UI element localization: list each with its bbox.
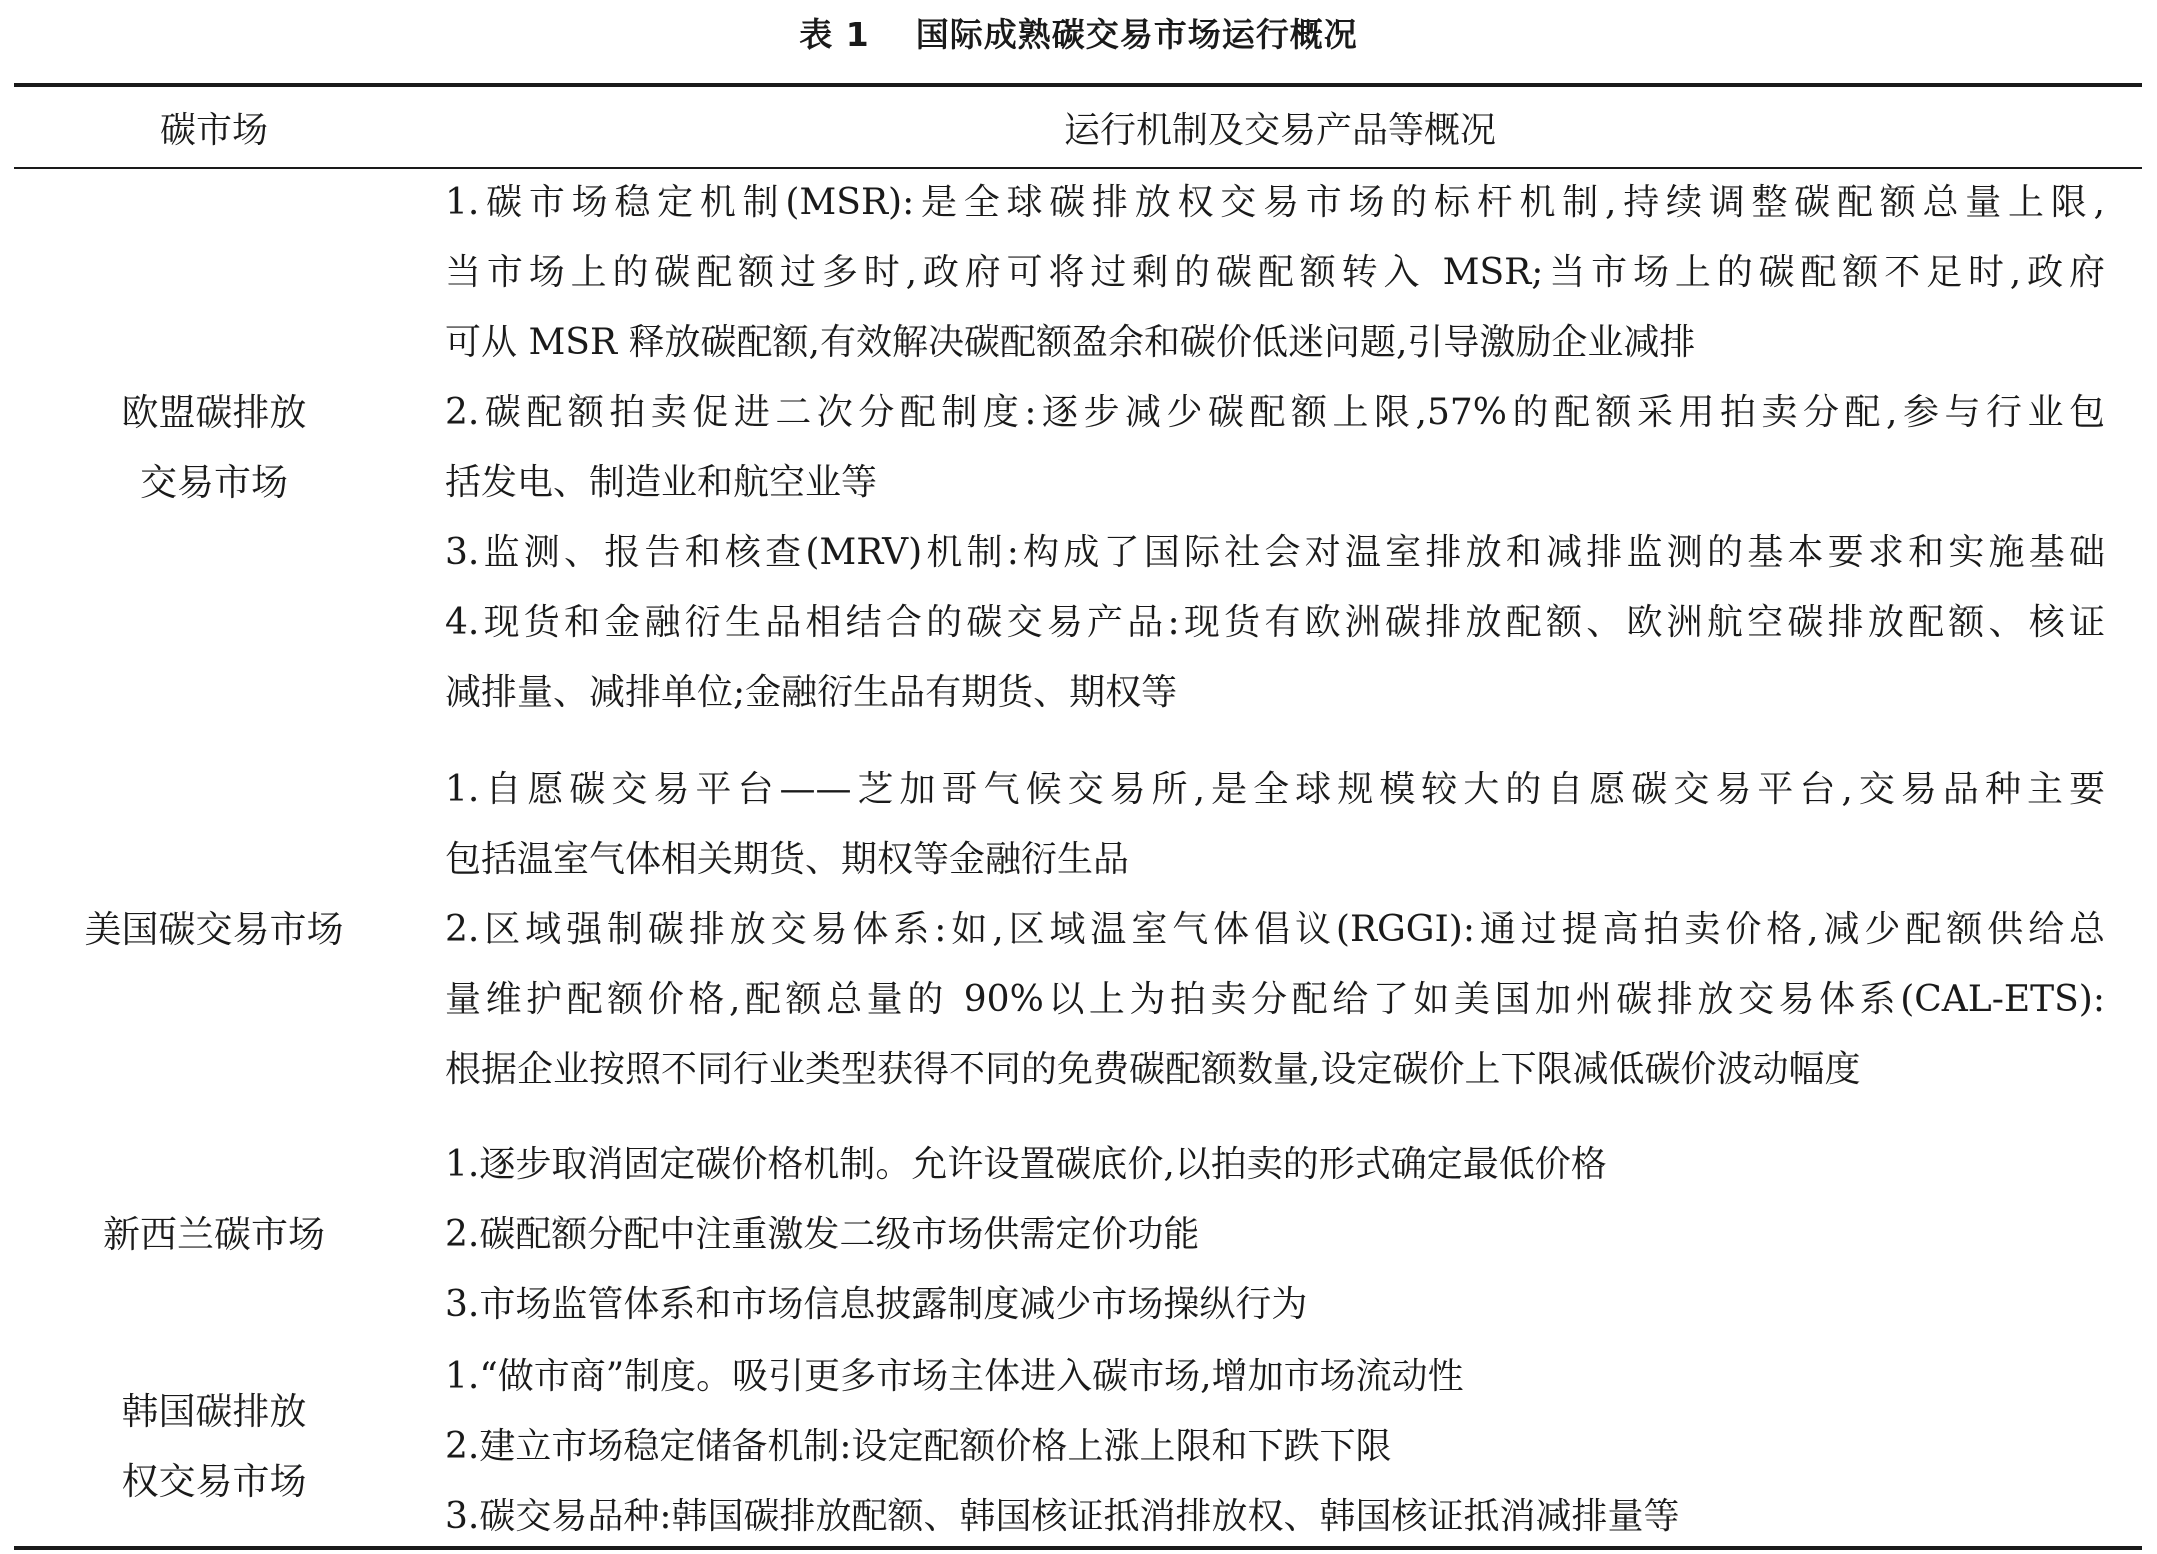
market-name-line: 新西兰碳市场: [103, 1213, 325, 1256]
detail-line: 2.区域强制碳排放交易体系:如,区域温室气体倡议(RGGI):通过提高拍卖价格,减少配额供给总: [445, 909, 2105, 950]
market-cell-us: [14, 755, 414, 1105]
details-cell-eu: [445, 168, 2105, 728]
detail-line: 减排量、减排单位;金融衍生品有期货、期权等: [445, 672, 1178, 713]
detail-line: 2.建立市场稳定储备机制:设定配额价格上涨上限和下跌下限: [445, 1426, 1392, 1467]
market-name-line: 权交易市场: [121, 1460, 307, 1503]
detail-line: 括发电、制造业和航空业等: [445, 462, 878, 503]
bottom-rule: [14, 1546, 2142, 1550]
detail-line: 当市场上的碳配额过多时,政府可将过剩的碳配额转入 MSR;当市场上的碳配额不足时,政府: [445, 252, 2105, 293]
detail-line: 1.自愿碳交易平台——芝加哥气候交易所,是全球规模较大的自愿碳交易平台,交易品种主要: [445, 769, 2105, 810]
details-cell-nz: [445, 1130, 2105, 1340]
detail-line: 1.“做市商”制度。吸引更多市场主体进入碳市场,增加市场流动性: [445, 1356, 1464, 1397]
detail-line: 2.碳配额分配中注重激发二级市场供需定价功能: [445, 1214, 1200, 1255]
table-number: 表 1: [799, 15, 870, 54]
market-name-line: 美国碳交易市场: [84, 908, 344, 951]
market-name-line: 欧盟碳排放: [121, 391, 307, 434]
market-name-line: 韩国碳排放: [121, 1390, 307, 1433]
detail-line: 2.碳配额拍卖促进二次分配制度:逐步减少碳配额上限,57%的配额采用拍卖分配,参与行业包: [445, 392, 2105, 433]
detail-line: 量维护配额价格,配额总量的 90%以上为拍卖分配给了如美国加州碳排放交易体系(CAL-ETS):: [445, 979, 2105, 1020]
header-overview: 运行机制及交易产品等概况: [1063, 109, 1496, 151]
detail-line: 3.监测、报告和核查(MRV)机制:构成了国际社会对温室排放和减排监测的基本要求和实施基础: [445, 532, 2105, 573]
detail-line: 1.碳市场稳定机制(MSR):是全球碳排放权交易市场的标杆机制,持续调整碳配额总量上限,: [445, 182, 2105, 223]
detail-line: 3.碳交易品种:韩国碳排放配额、韩国核证抵消排放权、韩国核证抵消减排量等: [445, 1496, 1680, 1537]
detail-line: 包括温室气体相关期货、期权等金融衍生品: [445, 839, 1130, 880]
top-rule: [14, 83, 2142, 87]
detail-line: 可从 MSR 释放碳配额,有效解决碳配额盈余和碳价低迷问题,引导激励企业减排: [445, 322, 1696, 363]
market-cell-eu: [14, 168, 414, 728]
detail-line: 根据企业按照不同行业类型获得不同的免费碳配额数量,设定碳价上下限减低碳价波动幅度: [445, 1049, 1861, 1090]
table-caption: [0, 10, 2157, 60]
detail-line: 1.逐步取消固定碳价格机制。允许设置碳底价,以拍卖的形式确定最低价格: [445, 1144, 1607, 1185]
header-market: 碳市场: [159, 109, 268, 151]
detail-line: 4.现货和金融衍生品相结合的碳交易产品:现货有欧洲碳排放配额、欧洲航空碳排放配额、核证: [445, 602, 2105, 643]
details-cell-us: [445, 755, 2105, 1105]
detail-line: 3.市场监管体系和市场信息披露制度减少市场操纵行为: [445, 1284, 1308, 1325]
details-cell-kr: [445, 1342, 2105, 1552]
market-name-line: 交易市场: [140, 461, 288, 504]
market-cell-nz: [14, 1130, 414, 1340]
table-title: 国际成熟碳交易市场运行概况: [915, 15, 1358, 54]
market-cell-kr: [14, 1342, 414, 1552]
